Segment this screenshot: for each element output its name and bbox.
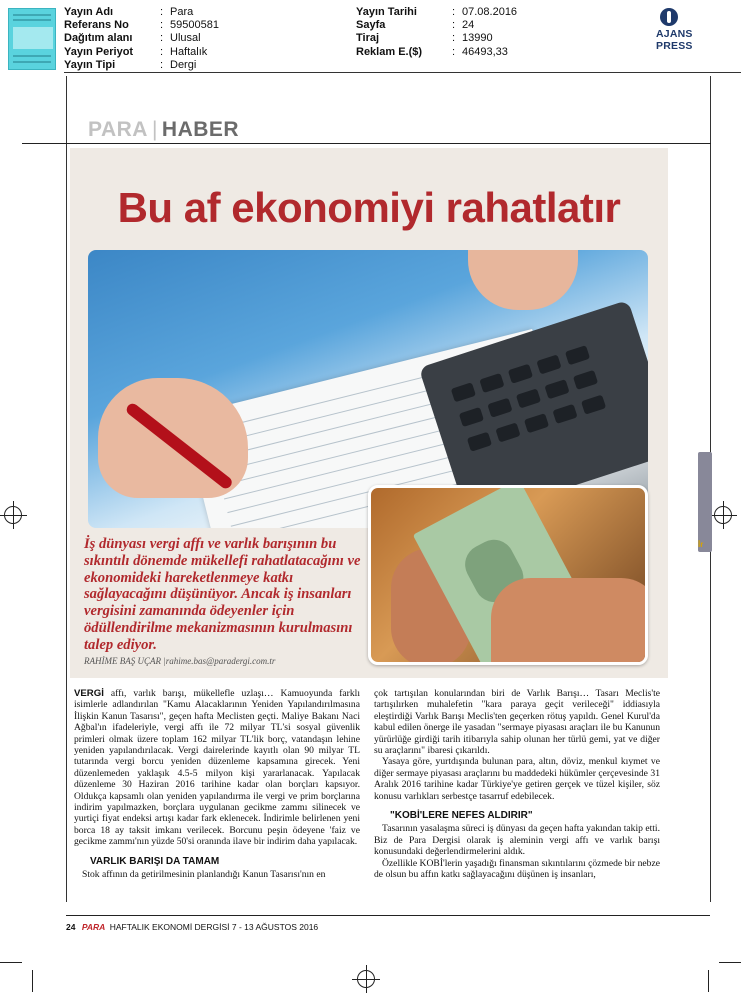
adjacent-page-peek: İr	[698, 452, 712, 552]
meta-value: Haftalık	[170, 45, 208, 58]
meta-left: Yayın Adı : Para Referans No : 59500581 Dağıtım alanı : Ulusal Yayın Periyot : Haftalık Yayın Tipi : Dergi	[64, 6, 219, 71]
paragraph: VERGİ affı, varlık barışı, mükellefle uzlaşı… Kamuoyunda farklı isimlerle adlandırılan "Kamu Alacaklarının Yeniden Yapılandırılmasına İlişkin Kanun Tasarısı", geçen hafta Meclisten geçti. Maliye Bakanı Naci Ağbal'ın ifadeleriyle, vergi affı ile 72 milyar TL'si sosyal güvenlik primleri olmak üzere toplam 162 milyar TL'lik borç, vatandaşın lehine yeniden yapılandırılacak. Vergi dairelerinde kayıtlı olan 90 milyar TL tutarında vergi borcu yeniden düzenleme kapsamına girecek. Yeni düzenlemeden yaklaşık 4.5-5 milyon kişi yararlanacak. Yapılacak düzenleme 30 Haziran 2016 tarihine kadar olan borçları kapsıyor. Oldukça kapsamlı olan yeniden yapılandırma ile vergi ve prim borçlarına indirim yapılmazken, borçlara uygulanan gecikme zammı silinecek ve yurtiçi fiyat endeksi artışı kadar fark eklenecek. İndirimle belirlenen yeni borca 18 ay taksit imkanı verilecek. Borcunu peşin ödeyene 'faiz ve gecikme zammı'nın yüzde 50'si oranında ilave bir indirim daha yapılacak.	[74, 688, 360, 848]
article-byline: RAHİME BAŞ UÇAR |rahime.bas@paradergi.com.tr	[84, 656, 276, 666]
registration-mark-bottom	[357, 970, 375, 988]
meta-value: Para	[170, 6, 194, 18]
inset-photo-banknote	[368, 485, 648, 665]
crop-mark	[32, 970, 33, 992]
meta-label: Sayfa	[356, 19, 386, 32]
article-column-1	[74, 688, 360, 881]
meta-label: Referans No	[64, 19, 129, 32]
meta-right: Yayın Tarihi : 07.08.2016 Sayfa : 24 Tiraj : 13990 Reklam E.($) : 46493,33	[356, 6, 518, 58]
meta-label: Yayın Tipi	[64, 58, 116, 71]
registration-mark-right	[714, 506, 732, 524]
page-border-left	[66, 76, 67, 902]
crop-mark	[0, 962, 22, 963]
ajans-press-logo: AJANS PRESS	[656, 8, 732, 52]
article-lede: İş dünyası vergi affı ve varlık barışının bu sıkıntılı dönemde mükellefi rahatlatacağını ve ekonomideki hareketlenmeye katkı sağlayacağını düşünüyor. Ancak iş insanları vergisini zamanında ödeyenler için ödüllendirilme mekanizmasının kurulmasını talep ediyor.	[84, 536, 361, 653]
header-divider	[64, 72, 741, 73]
meta-value: 13990	[462, 32, 493, 45]
feature-box	[70, 148, 668, 678]
registration-mark-left	[4, 506, 22, 524]
footer-rule	[66, 915, 710, 916]
clipping-header	[0, 0, 741, 76]
paragraph: çok tartışılan konularından biri de Varlık Barışı… Tasarı Meclis'te tartışılırken muhalefetin "kara paraya geçit verileceği" iddiasıyla eleştirdiği Varlık Barışı Meclis'ten geçerken rötuş yapıldı. Genel Kurul'da kabul edilen önerge ile yasadan "sermaye piyasası araçları ile bu Kanunun yürürlüğe girdiği tarih itibarıyla sahip olunan her türlü gemi, yat ve diğer su araçlarını" ibaresi çıkarıldı.	[374, 688, 660, 757]
crop-mark	[719, 962, 741, 963]
meta-value: Dergi	[170, 58, 197, 71]
footer-brand: PARA	[81, 922, 106, 932]
meta-label: Yayın Periyot	[64, 45, 134, 58]
subheading: VARLIK BARIŞI DA TAMAM	[90, 855, 220, 867]
meta-value: 59500581	[170, 19, 219, 32]
article-title: Bu af ekonomiyi rahatlatır	[117, 184, 621, 231]
section-label: PARA | HABER	[88, 118, 240, 141]
paragraph: Özellikle KOBİ'lerin yaşadığı finansman sıkıntılarını çözmede bir nebze de olsun bu affın katkı sağlayacağını düşünen iş insanları,	[374, 857, 660, 881]
meta-value: 07.08.2016	[462, 6, 518, 18]
page-footer	[66, 922, 318, 932]
meta-label: Yayın Tarihi	[356, 6, 417, 18]
paragraph: Stok affının da getirilmesinin planlandığı Kanun Tasarısı'nın en	[82, 869, 326, 881]
article-column-2	[374, 688, 660, 881]
subheading: "KOBİ'LERE NEFES ALDIRIR"	[390, 810, 533, 822]
section-rule	[22, 143, 711, 144]
meta-value: 24	[462, 19, 475, 32]
footer-text: HAFTALIK EKONOMİ DERGİSİ 7 - 13 AĞUSTOS 2016	[109, 922, 319, 932]
meta-value: Ulusal	[170, 32, 201, 45]
crop-mark	[708, 970, 709, 992]
meta-value: 46493,33	[462, 45, 508, 58]
meta-label: Reklam E.($)	[356, 45, 423, 58]
paragraph: Yasaya göre, yurtdışında bulunan para, altın, döviz, menkul kıymet ve diğer sermaye piyasası araçlarını bu maddedeki hükümler çerçevesinde 31 Aralık 2016 tarihine kadar Türkiye'ye getiren gerçek ve tüzel kişiler, söz konusu varlıkları serbestçe tasarruf edebilecek.	[374, 756, 660, 802]
meta-label: Yayın Adı	[64, 6, 114, 18]
ajans-press-logo-icon	[660, 8, 678, 26]
meta-label: Tiraj	[356, 32, 380, 45]
page-number: 24	[66, 922, 76, 932]
page-thumbnail	[8, 8, 56, 70]
meta-label: Dağıtım alanı	[64, 32, 133, 45]
paragraph: Tasarının yasalaşma süreci iş dünyası da geçen hafta yakından takip etti. Biz de Para Dergisi olarak iş aleminin vergi affı ve varlık barışı konusundaki değerlendirmelerini aldık.	[374, 823, 660, 858]
